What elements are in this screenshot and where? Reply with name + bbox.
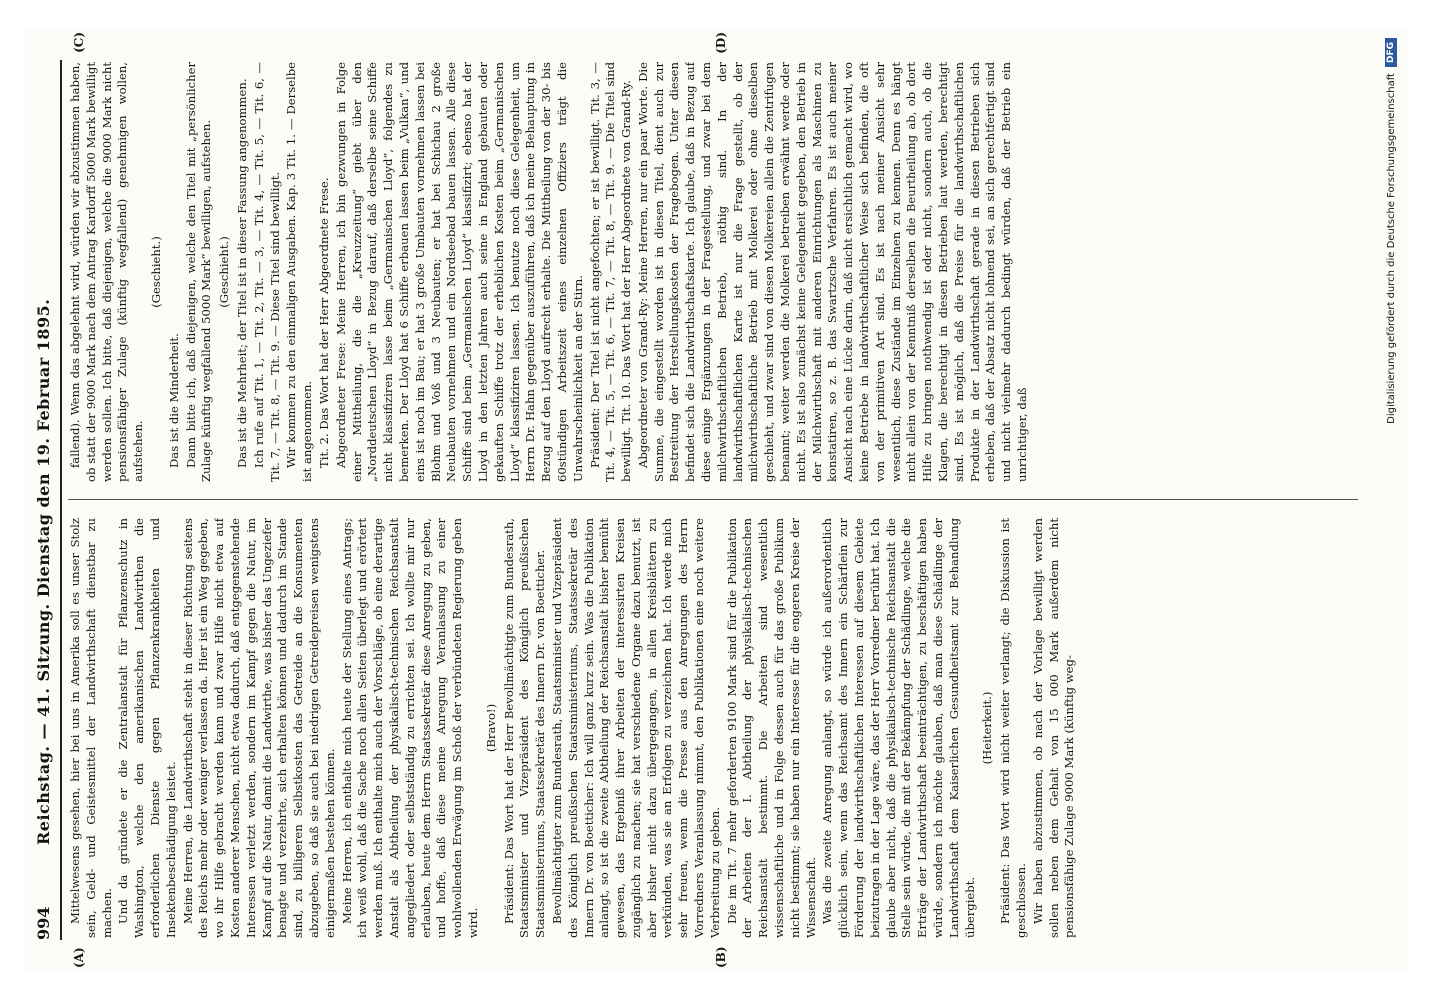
paragraph: Präsident: Das Wort wird nicht weiter verlangt; die Diskussion ist geschlossen. xyxy=(998,518,1029,938)
dfg-logo: DFG xyxy=(1385,38,1397,67)
paragraph: Präsident: Das Wort hat der Herr Bevollmächtigte zum Bundesrath, Staatsminister und Vizepräsident des Königlich preußischen Staatsministeriums, Staatssekretär des Innern Dr. von Boetticher. xyxy=(501,518,548,938)
paragraph: Ich rufe auf Tit. 1, — Tit. 2, Tit. — 3, — Tit. 4, — Tit. 5, — Tit. 6, — Tit. 7, — Tit. 8, — Tit. 9. — Diese Titel sind bewilligt. xyxy=(251,62,282,482)
digitization-credit: Digitalisierung gefördert durch die Deutsche Forschungsgemeinschaft xyxy=(1385,73,1397,424)
paragraph: Und da gründete er die Zentralanstalt für Pflanzenschutz in Washington, welche den amerikanischen Landwirthen die erforderlichen Dienste gegen Pflanzenkrankheiten und Insektenbeschädigung leistet. xyxy=(116,518,178,938)
paragraph: Präsident: Der Titel ist nicht angefochten; er ist bewilligt. Tit. 3, — Tit. 4, — Tit. 5, — Tit. 6, — Tit. 7, — Tit. 8, — Tit. 9. — Die Titel sind bewilligt. Tit. 10. Das Wort hat der Herr Abgeordnete von Grand-Ry. xyxy=(587,62,634,482)
paragraph: Bevollmächtigter zum Bundesrath, Staatsminister und Vizepräsident des Königlich preußischen Staatsministeriums, Staatssekretär des Innern Dr. von Boetticher: Ich will ganz kurz sein. Was die Publikation anlangt, so ist die zweite Abtheilung der Reichsanstalt bisher bemüht gewesen, das Ergebniß ihrer Arbeiten der interessirten Kreisen zugänglich zu machen; sie hat verschiedene Organe dazu benutzt, ist aber bisher nicht dazu übergegangen, in allen Kreisblättern zu verkünden, was sie an Erfolgen zu verzeichnen hat. Ich werde mich sehr freuen, wenn die Presse aus den Anregungen des Herrn Vorredners Veranlassung nimmt, den Publikationen eine noch weitere Verbreitung zu geben. xyxy=(549,518,722,938)
stage-direction: (Geschieht.) xyxy=(217,236,232,308)
right-column xyxy=(68,62,1358,482)
header-rule xyxy=(60,60,62,940)
paragraph: Meine Herren, die Landwirthschaft steht in dieser Richtung seitens des Reichs mehr oder weniger verlassen da. Hier ist ein Weg gegeben, wo ihr Hilfe gebracht werden kann und zwar Hilfe nicht etwa auf Kosten anderer Menschen, nicht etwa dadurch, daß entgegenstehende Interessen verletzt werden, sondern im Kampf gegen die Natur, im Kampf auf die Natur, damit die Landwirthe, was bisher das Ungeziefer benagte und verzehrte, sich erhalten können und dadurch im Stande sind, zu billigeren Selbstkosten das Getreide an die Konsumenten abzugeben, so daß sie auch bei niedrigen Getreidepreisen wenigstens einigermaßen bestehen können. xyxy=(180,518,337,938)
stage-direction: (Geschieht.) xyxy=(148,236,163,308)
paragraph: Tit. 2. Das Wort hat der Herr Abgeordnete Frese. xyxy=(316,177,331,468)
paragraph: Meine Herren, ich enthalte mich heute der Stellung eines Antrags; ich weiß wohl, daß die Sache noch allen Seiten überlegt und erörtert werden muß. Ich enthalte mich auch der Vorschläge, ob eine derartige Anstalt als Abtheilung der physikalisch-technischen Reichsanstalt angegliedert oder selbstständig zu errichten sei. Ich wollte mir nur erlauben, heute dem Herrn Staatssekretär diese Anregung zu geben, und hoffe, daß diese meine Anregung Veranlassung zu einer wohlwollenden Erwägung im Schoß der verbündeten Regierung geben wird. xyxy=(339,518,480,938)
page-number: 994 xyxy=(34,906,53,940)
paragraph: Abgeordneter Frese: Meine Herren, ich bin gezwungen in Folge einer Mittheilung, die die „Kreuzzeitung“ giebt über den „Norddeutschen Lloyd“ in Bezug darauf, daß derselbe seine Schiffe nicht klassifiziren lasse beim „Germanischen Lloyd“, folgendes zu bemerken. Der Lloyd hat 6 Schiffe erbauen lassen beim „Vulkan“, und eins ist noch im Bau; er hat 3 große Umbauten vornehmen lassen bei Blohm und Voß und 3 Neubauten; er hat bei Schichau 2 große Neubauten vornehmen und ein Nordseebad bauen lassen. Alle diese Schiffe sind beim „Germanischen Lloyd“ klassifizirt; ebenso hat der Lloyd in den letzten Jahren auch seine in England gebauten oder gekauften Schiffe trotz der erheblichen Kosten beim „Germanischen Lloyd“ klassifiziren lassen. Ich benutze noch diese Gelegenheit, um Herrn Dr. Hahn gegenüber auszuführen, daß ich meine Behauptung in Bezug auf den Lloyd aufrecht erhalte. Die Mittheilung von der 30- bis 60stündigen Arbeitszeit eines einzelnen Offiziers trägt die Unwahrscheinlichkeit an der Stirn. xyxy=(333,62,585,482)
document-page xyxy=(24,30,1408,970)
running-title: Reichstag. — 41. Sitzung. Dienstag den 19. Februar 1895. xyxy=(34,298,53,845)
page-header xyxy=(30,60,60,940)
paragraph: Abgeordneter von Grand-Ry: Meine Herren, nur ein paar Worte. Die Summe, die eingestellt worden ist in diesen Titel, dient auch zur Bestreitung der Herstellungskosten der Fragebogen. Unter diesen befindet sich die Landwirthschaftskarte. Ich glaube, daß in Bezug auf diese einige Ergänzungen in der Fragestellung, und zwar bei dem milchwirthschaftlichen Betrieb, nöthig sind. In der landwirthschaftlichen Karte ist nur die Frage gestellt, ob der milchwirthschaftliche Betrieb mit Molkerei oder ohne dieselben geschieht, und zwar sind von diesen Molkereien allein die Zentrifugen benannt; weiter werden die Molkerei betreiben erwähnt werde oder nicht. Es ist also zunächst keine Gelegenheit gegeben, den Betrieb in der Milchwirthschaft mit anderen Einrichtungen als Maschinen zu konstatiren, so z. B. das Swartzsche Verfahren. Es ist auch meiner Ansicht nach eine Lücke darin, daß nicht ersichtlich gemacht wird, wo keine Betriebe in landwirthschaftlicher Weise sich befinden, die oft von der primitiven Art sind. Es ist nach meiner Ansicht sehr wesentlich, diese Zustände im Einzelnen zu kennen. Denn es hängt nicht allein von der Kenntniß derselben die Beurtheilung ab, ob dort Hilfe zu bringen nothwendig ist oder nicht, sondern auch, ob die Klagen, die berechtigt in diesen Betrieben laut werden, berechtigt sind. Es ist möglich, daß die Preise für die landwirthschaftlichen Produkte in der Landwirthschaft gerade in diesen Betrieben sich erheben, daß der Absatz nicht lohnend sei, an sich gerechtfertigt sind und nicht vielmehr dadurch bedingt würden, daß der Betrieb ein unrichtiger, daß xyxy=(635,62,1030,482)
column-divider xyxy=(68,499,1358,500)
paragraph: Das ist die Minderheit. xyxy=(166,333,181,468)
paragraph: Was die zweite Anregung anlangt, so würde ich außerordentlich glücklich sein, wenn das Reichsamt des Innern ein Schärflein zur Förderung der landwirthschaftlichen Interessen auf diesem Gebiete beizutragen in der Lage wäre, das der Herr Vorredner berührt hat. Ich glaube aber nicht, daß die physikalisch-technische Reichsanstalt die Stelle sein würde, die mit der Bekämpfung der Schädlinge, welche die Erträge der Landwirthschaft beeinträchtigen, zu beschäftigen haben würde, sondern ich möchte glauben, daß man diese Schädlinge der Landwirthschaft dem Kaiserlichen Gesundheitsamt zur Behandlung übergiebt. xyxy=(820,518,977,938)
margin-marker-b: (B) xyxy=(714,946,728,968)
paragraph: Dann bitte ich, daß diejenigen, welche den Titel mit „persönlicher Zulage künftig wegfallend 5000 Mark“ bewilligen, aufstehen. xyxy=(183,62,214,482)
margin-marker-d: (D) xyxy=(714,32,728,54)
stage-direction: (Bravo!) xyxy=(483,703,498,753)
page-footer xyxy=(1380,30,1402,970)
paragraph: Wir kommen zu den einmaligen Ausgaben. Kap. 3 Tit. 1. — Derselbe ist angenommen. xyxy=(284,62,315,482)
paragraph: fallend). Wenn das abgelehnt wird, würden wir abzustimmen haben, ob statt der 9000 Mark nach dem Antrag Kardorff 5000 Mark bewilligt werden sollen. Ich bitte, daß diejenigen, welche die 9000 Mark nicht pensionsfähiger Zulage (künftig wegfallend) genehmigen wollen, aufstehen. xyxy=(68,62,146,482)
left-column xyxy=(68,518,1358,938)
stage-direction: (Heiterkeit.) xyxy=(980,691,995,765)
paragraph: Das ist die Mehrheit; der Titel ist in dieser Fassung angenommen. xyxy=(234,78,249,468)
paragraph: Die im Tit. 7 mehr geforderten 9100 Mark sind für die Publikation der Arbeiten der I. Abtheilung der physikalisch-technischen Reichsanstalt bestimmt. Die Arbeiten sind wesentlich wissenschaftliche und in Folge dessen auch für das große Publikum nicht bestimmt; sie haben nur ein Interesse für die engeren Kreise der Wissenschaft. xyxy=(724,518,818,938)
paragraph: Wir haben abzustimmen, ob nach der Vorlage bewilligt werden sollen neben dem Gehalt von 15 000 Mark außerdem nicht pensionsfähige Zulage 9000 Mark (künftig weg- xyxy=(1030,518,1077,938)
margin-marker-a: (A) xyxy=(72,947,86,968)
margin-marker-c: (C) xyxy=(72,32,86,53)
paragraph: Mittelwesens gesehen, hier bei uns in Amerika soll es unser Stolz sein, Geld- und Geistesmittel der Landwirthschaft dienstbar zu machen. xyxy=(68,518,114,938)
